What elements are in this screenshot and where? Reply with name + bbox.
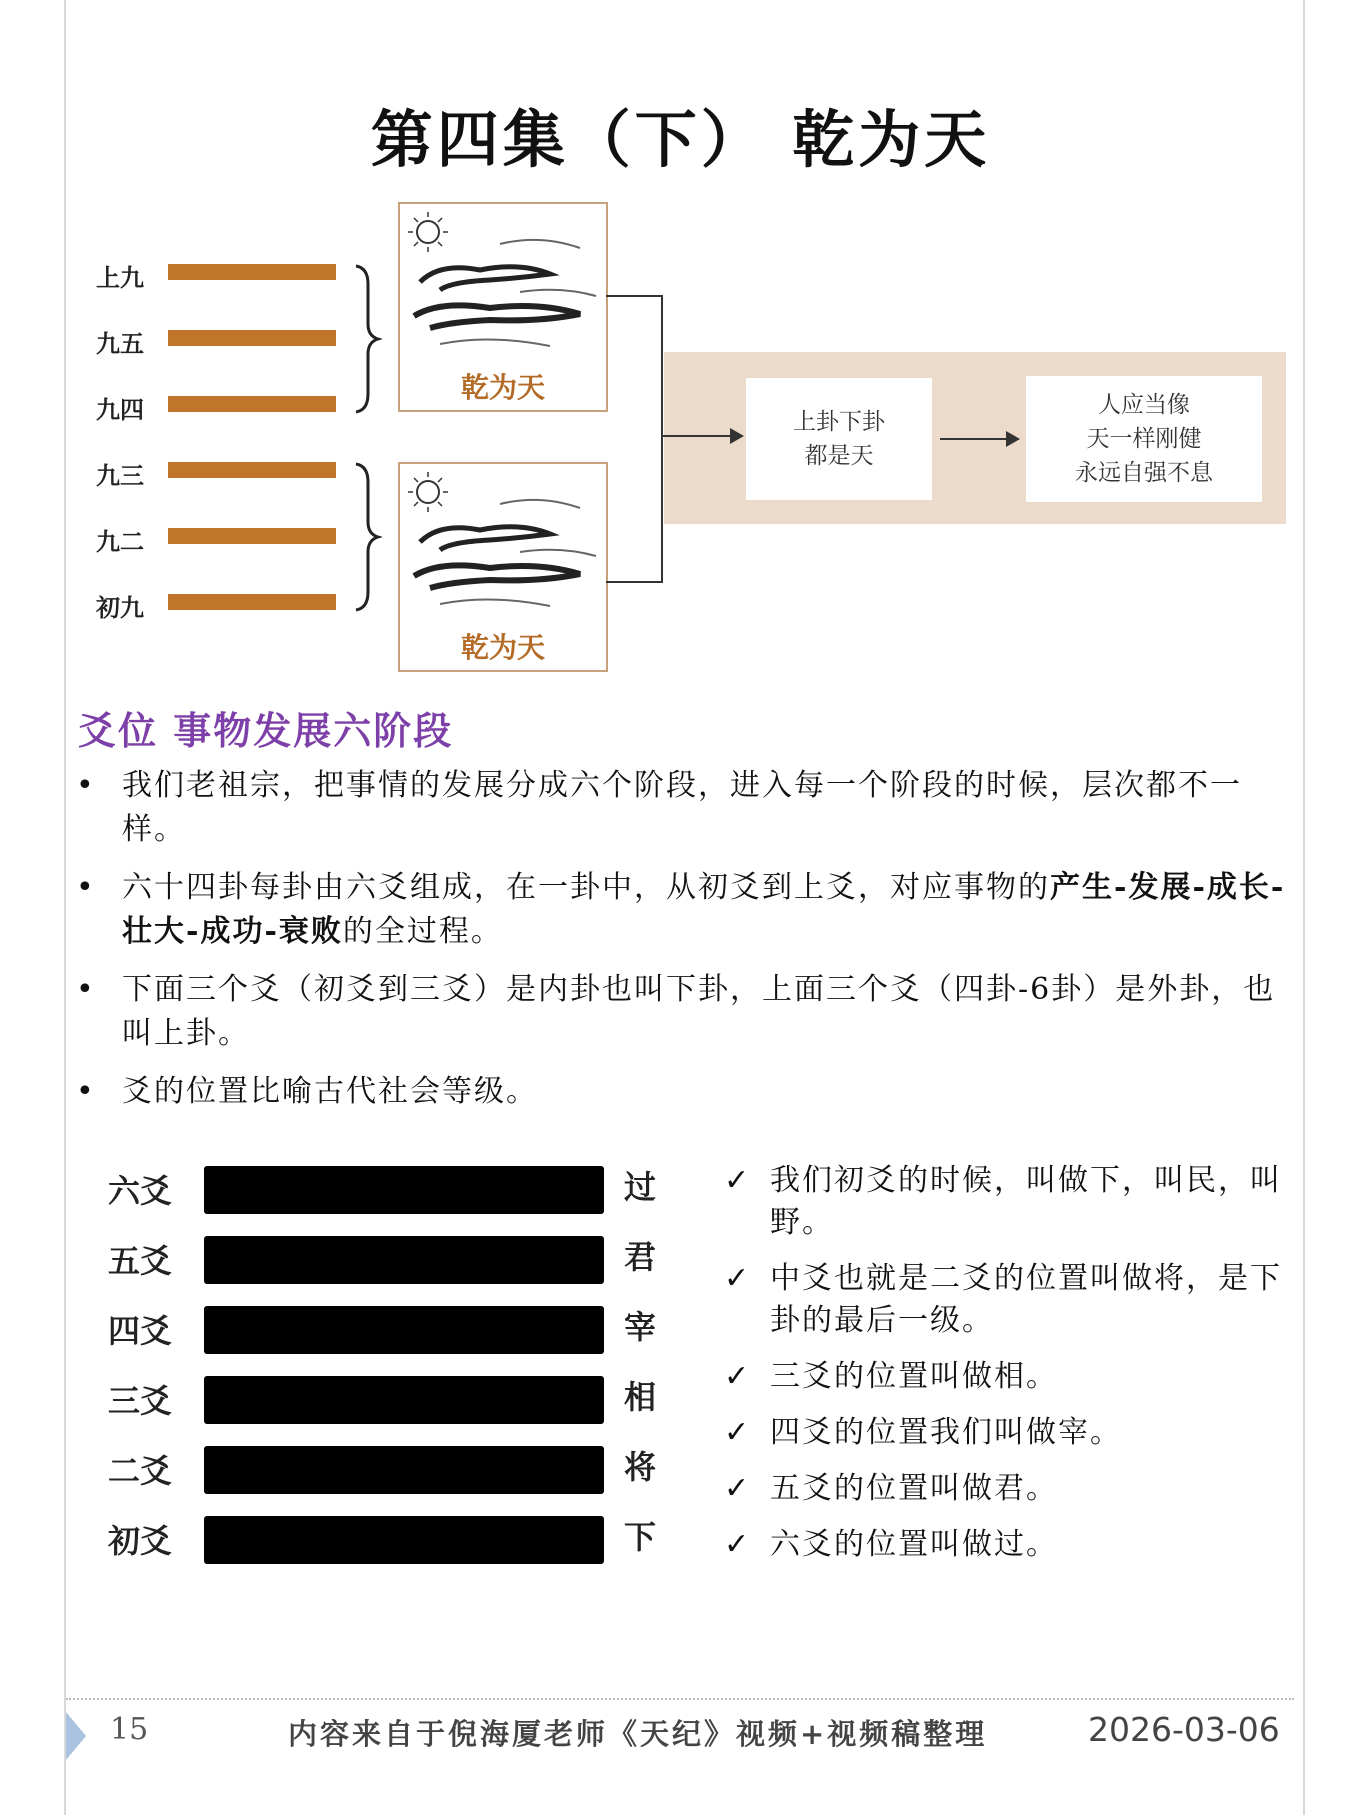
check-icon: ✓ bbox=[724, 1261, 752, 1296]
check-text: 中爻也就是二爻的位置叫做将，是下卦的最后一级。 bbox=[770, 1261, 1282, 1338]
check-icon: ✓ bbox=[724, 1359, 752, 1394]
footer-divider bbox=[66, 1698, 1294, 1700]
footer-triangle-icon bbox=[66, 1712, 86, 1760]
check-icon: ✓ bbox=[724, 1163, 752, 1198]
check-icon: ✓ bbox=[724, 1415, 752, 1450]
footer-source: 内容来自于倪海厦老师《天纪》视频+视频稿整理 bbox=[288, 1717, 988, 1751]
result-box-line: 上卦下卦 bbox=[793, 409, 885, 435]
check-text: 三爻的位置叫做相。 bbox=[770, 1359, 1058, 1394]
lower-trigram-image bbox=[398, 462, 608, 672]
bullet-icon: • bbox=[76, 972, 96, 1007]
list-item bbox=[724, 1258, 1284, 1342]
result-box-1 bbox=[746, 378, 932, 500]
level-label: 四爻 bbox=[108, 1312, 173, 1350]
sun-cloud-icon bbox=[400, 204, 606, 364]
list-item bbox=[76, 764, 1296, 852]
bullet-text: 爻的位置比喻古代社会等级。 bbox=[122, 1074, 538, 1109]
check-text: 五爻的位置叫做君。 bbox=[770, 1471, 1058, 1506]
yang-line bbox=[168, 330, 336, 346]
list-item bbox=[724, 1160, 1284, 1244]
list-item bbox=[724, 1468, 1284, 1510]
rank-label: 将 bbox=[624, 1448, 657, 1486]
rank-label: 相 bbox=[624, 1378, 657, 1416]
yang-line-bar bbox=[204, 1376, 604, 1424]
result-box-line: 永远自强不息 bbox=[1075, 460, 1213, 486]
yang-line-bar bbox=[204, 1516, 604, 1564]
yang-line bbox=[168, 462, 336, 478]
list-item bbox=[724, 1524, 1284, 1566]
arrow-right-icon bbox=[940, 428, 1022, 450]
bullet-text: 我们老祖宗，把事情的发展分成六个阶段，进入每一个阶段的时候，层次都不一样。 bbox=[122, 768, 1242, 847]
yang-line-bar bbox=[204, 1236, 604, 1284]
level-label: 五爻 bbox=[108, 1242, 173, 1280]
yang-line bbox=[168, 396, 336, 412]
rank-label: 宰 bbox=[624, 1308, 657, 1346]
list-item bbox=[76, 1070, 1296, 1114]
page-title: 第四集（下） 乾为天 bbox=[370, 103, 991, 176]
rank-label: 下 bbox=[624, 1518, 657, 1556]
rank-label: 君 bbox=[624, 1238, 657, 1276]
sun-cloud-icon bbox=[400, 464, 606, 624]
list-item bbox=[76, 968, 1296, 1056]
level-label: 三爻 bbox=[108, 1382, 173, 1420]
bullet-text: 的全过程。 bbox=[342, 914, 503, 949]
bullet-icon: • bbox=[76, 768, 96, 803]
yao-label: 九五 bbox=[96, 330, 144, 358]
trigram-label: 乾为天 bbox=[460, 631, 545, 664]
bullet-list bbox=[76, 764, 1296, 1128]
yao-label: 九三 bbox=[96, 462, 144, 490]
result-box-2 bbox=[1026, 376, 1262, 502]
yang-line bbox=[168, 594, 336, 610]
bullet-icon: • bbox=[76, 1074, 96, 1109]
page-border-left bbox=[64, 0, 66, 1815]
yang-line-bar bbox=[204, 1166, 604, 1214]
list-item bbox=[76, 866, 1296, 954]
yang-line-bar bbox=[204, 1446, 604, 1494]
bullet-text: 六十四卦每卦由六爻组成，在一卦中，从初爻到上爻，对应事物的 bbox=[122, 870, 1050, 905]
check-icon: ✓ bbox=[724, 1471, 752, 1506]
yao-label: 上九 bbox=[96, 264, 144, 292]
level-label: 二爻 bbox=[108, 1452, 173, 1490]
yao-label: 九二 bbox=[96, 528, 144, 556]
bullet-bold-text: 产生-发展-成长-壮大-成功-衰败 bbox=[122, 870, 1286, 949]
upper-trigram-image bbox=[398, 202, 608, 412]
trigram-label: 乾为天 bbox=[460, 371, 545, 404]
rank-label: 过 bbox=[624, 1168, 657, 1206]
check-text: 六爻的位置叫做过。 bbox=[770, 1527, 1058, 1562]
check-text: 我们初爻的时候，叫做下，叫民，叫野。 bbox=[770, 1163, 1282, 1240]
level-label: 初爻 bbox=[108, 1522, 173, 1560]
yao-label: 九四 bbox=[96, 396, 144, 424]
list-item bbox=[724, 1412, 1284, 1454]
page-number: 15 bbox=[110, 1712, 149, 1747]
connector-arrow bbox=[606, 290, 746, 590]
list-item bbox=[724, 1356, 1284, 1398]
result-box-line: 人应当像 bbox=[1098, 392, 1190, 418]
yao-label: 初九 bbox=[96, 594, 144, 622]
brace-lower bbox=[352, 462, 382, 612]
level-label: 六爻 bbox=[108, 1172, 173, 1210]
check-list bbox=[724, 1160, 1284, 1580]
yang-line bbox=[168, 264, 336, 280]
brace-upper bbox=[352, 264, 382, 414]
check-icon: ✓ bbox=[724, 1527, 752, 1562]
check-text: 四爻的位置我们叫做宰。 bbox=[770, 1415, 1122, 1450]
yang-line bbox=[168, 528, 336, 544]
section-title: 爻位 事物发展六阶段 bbox=[78, 708, 454, 753]
bullet-text: 下面三个爻（初爻到三爻）是内卦也叫下卦，上面三个爻（四卦-6卦）是外卦，也叫上卦。 bbox=[122, 972, 1276, 1051]
yang-line-bar bbox=[204, 1306, 604, 1354]
result-box-line: 天一样刚健 bbox=[1086, 426, 1202, 452]
page-border-right bbox=[1303, 0, 1305, 1815]
bullet-icon: • bbox=[76, 870, 96, 905]
result-box-line: 都是天 bbox=[804, 443, 874, 469]
footer-date: 2026-03-06 bbox=[1088, 1710, 1280, 1749]
